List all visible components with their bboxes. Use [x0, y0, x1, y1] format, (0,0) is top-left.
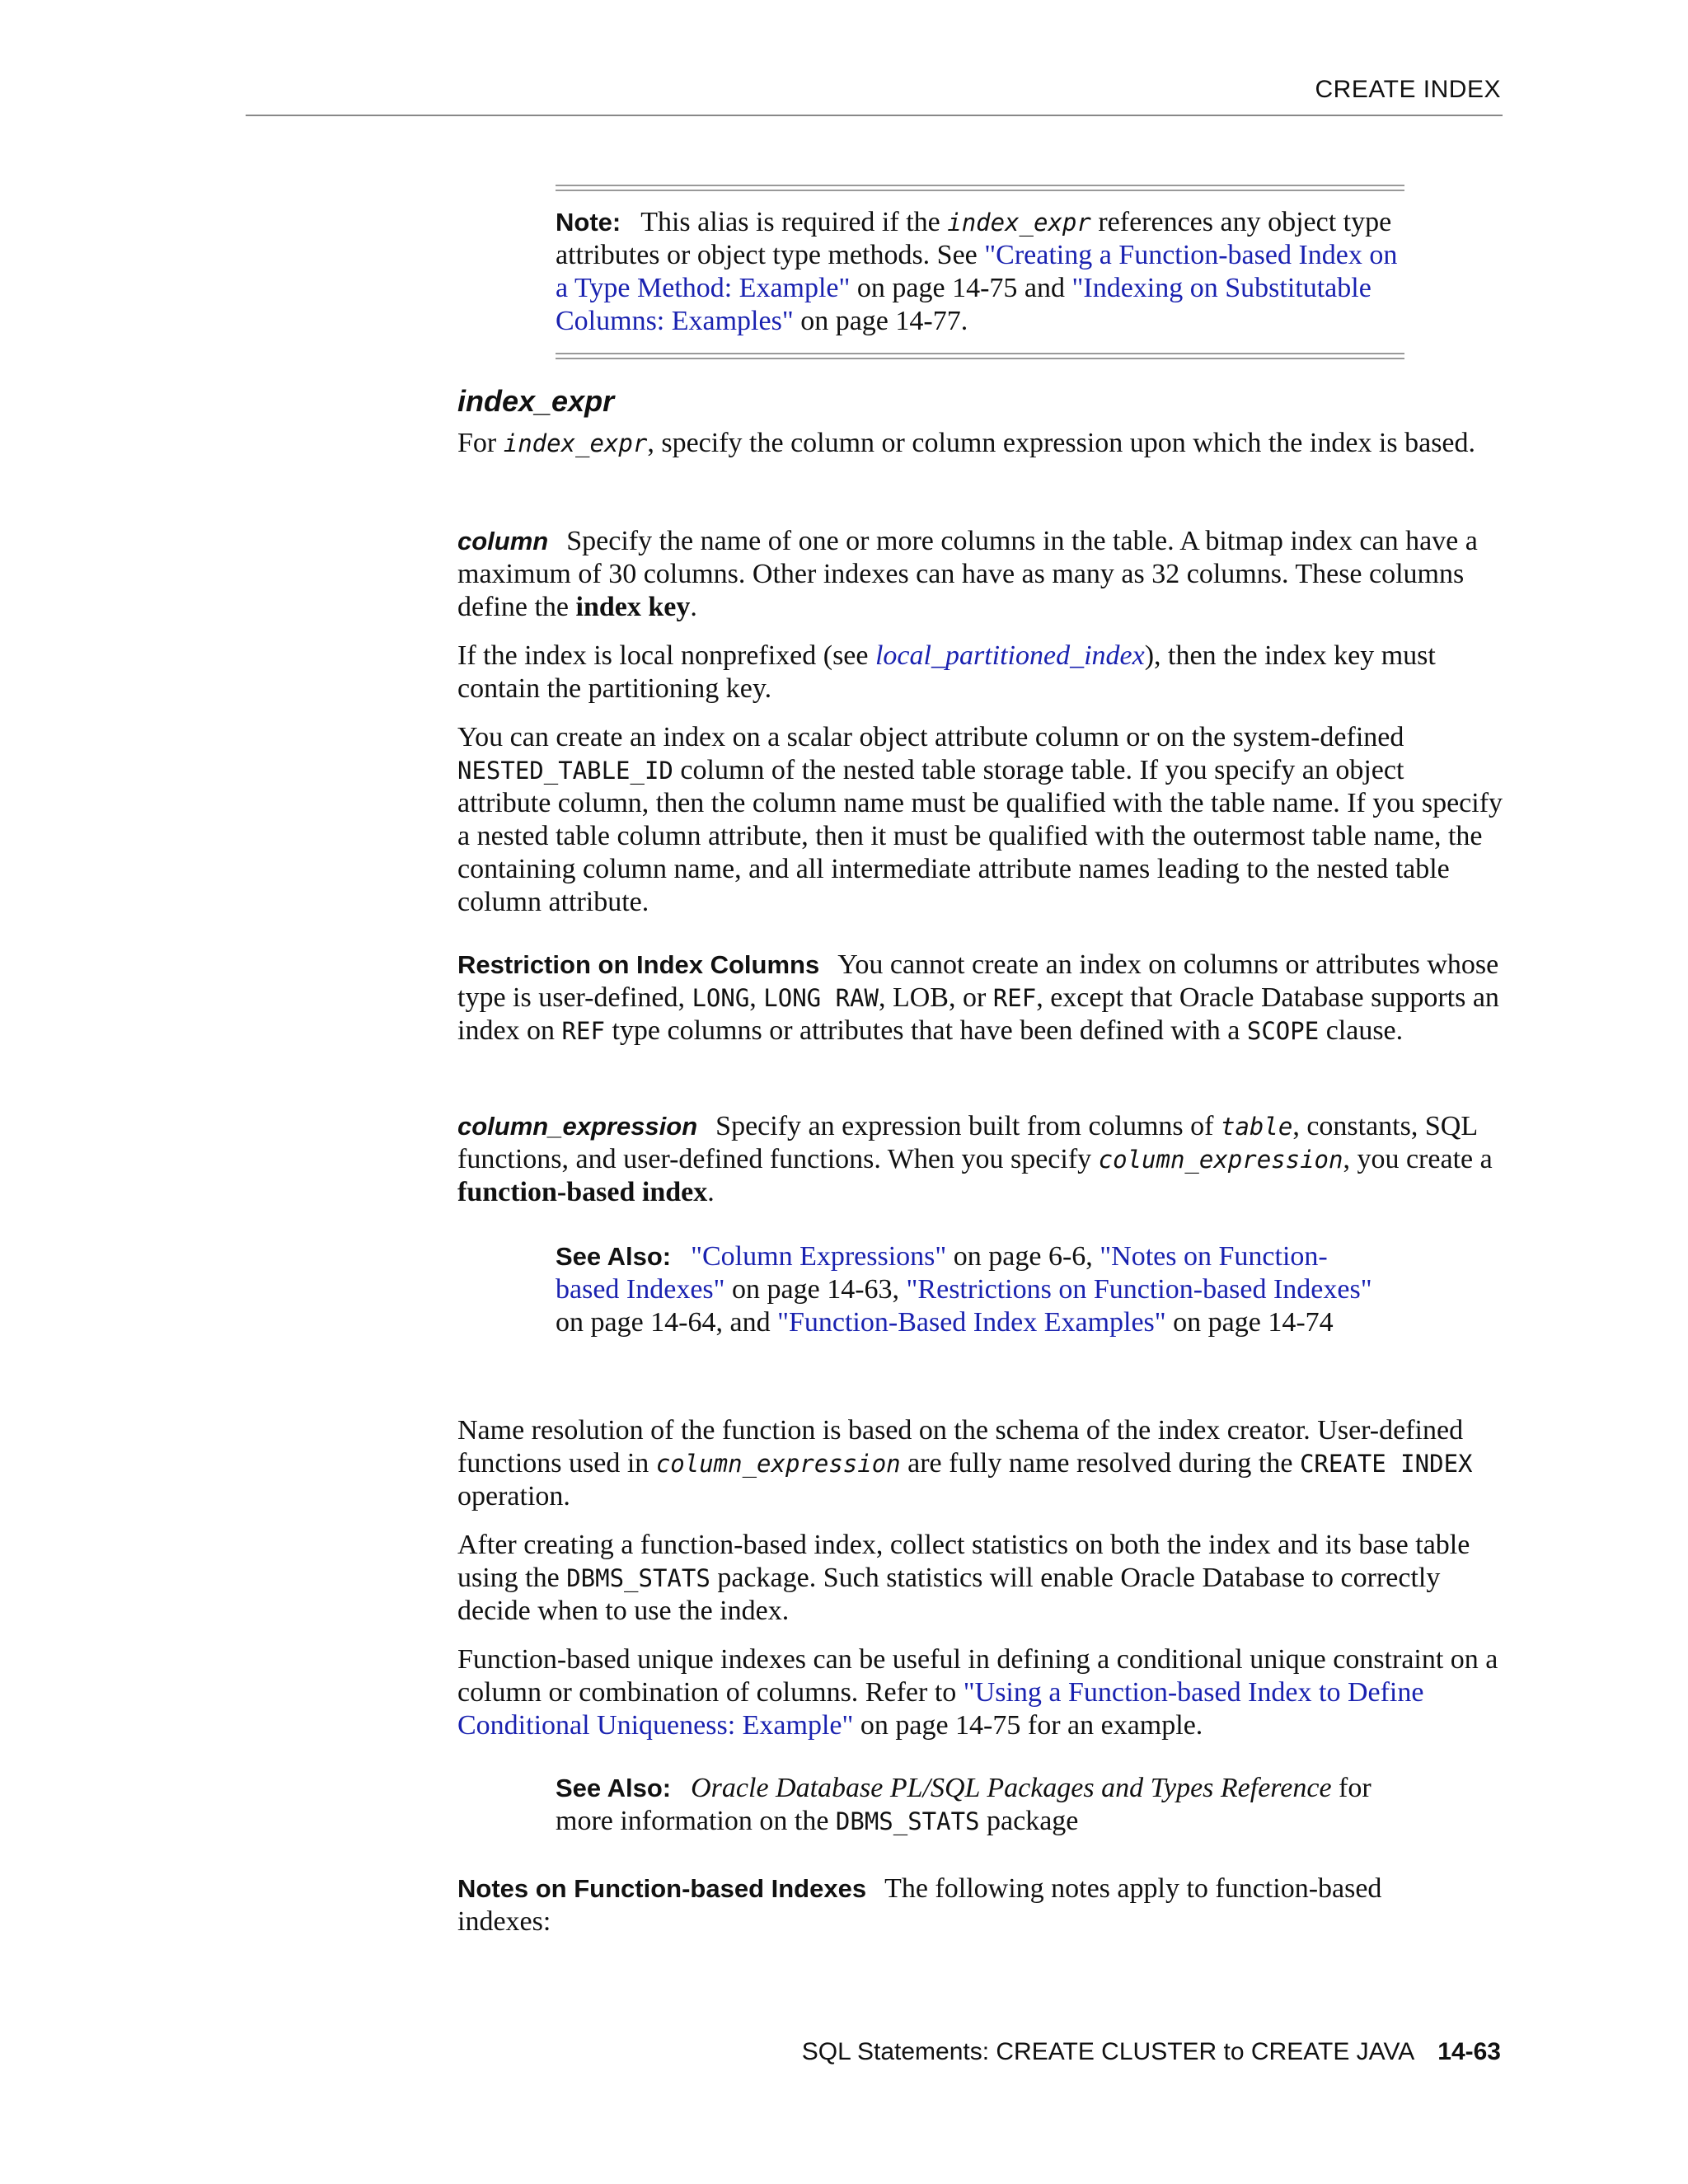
runin-column: column [457, 527, 549, 555]
local-paragraph [457, 640, 1504, 705]
note-text: This alias is required if the [640, 207, 948, 237]
text: . [707, 1177, 715, 1207]
text: on page 14-64, and [556, 1307, 778, 1338]
text: on page 6-6, [946, 1241, 1100, 1272]
book-title: Oracle Database PL/SQL Packages and Types Reference [691, 1773, 1332, 1803]
text: operation. [457, 1481, 570, 1511]
code-column-expression: column_expression [1098, 1146, 1343, 1174]
runin-column-expression: column_expression [457, 1112, 698, 1141]
text: package [979, 1806, 1079, 1836]
note-top-rule [556, 185, 1404, 191]
bold-index-key: index key [575, 592, 691, 622]
text: You can create an index on a scalar object attribute column or on the system-defined [457, 722, 1404, 752]
note-bottom-rule [556, 353, 1404, 359]
text: type columns or attributes that have been defined with a [604, 1015, 1247, 1046]
note-box [556, 185, 1404, 359]
scalar-paragraph [457, 721, 1504, 919]
text: on page 14-75 for an example. [853, 1710, 1203, 1741]
note-body [556, 191, 1404, 353]
code-create-index: CREATE INDEX [1299, 1450, 1473, 1478]
code-ref: REF [992, 984, 1037, 1012]
text: , specify the column or column expression upon which the index is based. [647, 428, 1476, 458]
section-heading-index-expr: index_expr [457, 384, 615, 418]
link-indexing-substitutable-columns[interactable]: "Indexing on Substitutable Columns: Examples" [556, 273, 1372, 336]
text: , [749, 982, 764, 1013]
text: Name resolution of the function is based on the schema of the index creator. User-defined functions used in [457, 1415, 1464, 1479]
text: column of the nested table storage table. If you specify an object attribute column, then the column name must be qualified with the table name. If you specify a nested table column attribute, then it must be qualified with the outermost table name, the containing column name, and all intermediate attribute names leading to the nested table column attribute. [457, 755, 1503, 917]
link-function-based-examples[interactable]: "Function-Based Index Examples" [777, 1307, 1166, 1338]
notes-paragraph [457, 1872, 1471, 1938]
code-table: table [1221, 1113, 1293, 1141]
text: For [457, 428, 504, 458]
runin-notes-function-based: Notes on Function-based Indexes [457, 1874, 867, 1903]
restriction-paragraph [457, 949, 1504, 1047]
header-rule [246, 115, 1503, 116]
text: , LOB, or [878, 982, 993, 1013]
page-header-title: CREATE INDEX [1315, 76, 1501, 103]
see-also-label: See Also: [556, 1242, 672, 1271]
see-also-2 [556, 1772, 1380, 1838]
text: clause. [1319, 1015, 1404, 1046]
link-notes-function-based[interactable]: "Notes on Function-based Indexes" [556, 1241, 1328, 1305]
text: ), then the index key must contain the partitioning key. [457, 640, 1436, 704]
footer-title: SQL Statements: CREATE CLUSTER to CREATE JAVA [801, 2038, 1415, 2065]
text: , except that Oracle Database supports an index on [457, 982, 1499, 1046]
text: on page 14-74 [1165, 1307, 1334, 1338]
bold-function-based-index: function-based index [457, 1177, 708, 1207]
runin-restriction: Restriction on Index Columns [457, 950, 820, 979]
link-restrictions-function-based[interactable]: "Restrictions on Function-based Indexes" [906, 1274, 1372, 1305]
link-function-based-type-method[interactable]: "Creating a Function-based Index on a Type Method: Example" [556, 240, 1398, 303]
text: for more information on the [556, 1773, 1372, 1836]
note-text: on page 14-77. [793, 306, 968, 336]
code-index-expr: index_expr [947, 209, 1091, 237]
unique-paragraph [457, 1643, 1504, 1742]
link-local-partitioned-index[interactable]: local_partitioned_index [874, 640, 1145, 671]
after-creating-paragraph [457, 1529, 1504, 1628]
text: After creating a function-based index, collect statistics on both the index and its base table using the [457, 1530, 1470, 1593]
page-footer [802, 2038, 1501, 2066]
name-resolution-paragraph [457, 1414, 1504, 1513]
link-conditional-uniqueness[interactable]: "Using a Function-based Index to Define Conditional Uniqueness: Example" [457, 1677, 1424, 1741]
code-long-raw: LONG RAW [763, 984, 879, 1012]
text: Specify an expression built from columns of [715, 1111, 1221, 1141]
text: on page 14-63, [724, 1274, 907, 1305]
text: . [690, 592, 697, 622]
index-expr-paragraph [457, 427, 1504, 460]
column-paragraph [457, 525, 1504, 624]
column-expression-paragraph [457, 1110, 1504, 1209]
page-number: 14-63 [1437, 2038, 1501, 2065]
see-also-label: See Also: [556, 1774, 672, 1802]
text: , constants, SQL functions, and user-defined functions. When you specify [457, 1111, 1477, 1174]
text: You cannot create an index on columns or attributes whose type is user-defined, [457, 949, 1499, 1013]
code-index-expr: index_expr [503, 429, 648, 457]
text: The following notes apply to function-based indexes: [457, 1873, 1382, 1937]
text: If the index is local nonprefixed (see [457, 640, 875, 671]
text: package. Such statistics will enable Oracle Database to correctly decide when to use the index. [457, 1563, 1441, 1626]
note-text: on page 14-75 and [850, 273, 1072, 303]
note-label: Note: [556, 208, 621, 237]
text: Function-based unique indexes can be useful in defining a conditional unique constraint on a column or combination of columns. Refer to [457, 1644, 1498, 1708]
code-column-expression: column_expression [655, 1450, 901, 1478]
code-scope: SCOPE [1246, 1017, 1320, 1045]
text: are fully name resolved during the [900, 1448, 1300, 1479]
text: Specify the name of one or more columns in the table. A bitmap index can have a maximum of 30 columns. Other indexes can have as many as 32 columns. These columns define the [457, 526, 1478, 622]
code-long: LONG [692, 984, 750, 1012]
link-column-expressions[interactable]: "Column Expressions" [691, 1241, 947, 1272]
code-ref: REF [561, 1017, 605, 1045]
code-nested-table-id: NESTED_TABLE_ID [457, 757, 673, 785]
note-text: references any object type attributes or object type methods. See [556, 207, 1392, 270]
code-dbms-stats: DBMS_STATS [566, 1564, 710, 1592]
code-dbms-stats: DBMS_STATS [835, 1807, 980, 1835]
see-also-1 [556, 1240, 1380, 1339]
text: , you create a [1343, 1144, 1493, 1174]
